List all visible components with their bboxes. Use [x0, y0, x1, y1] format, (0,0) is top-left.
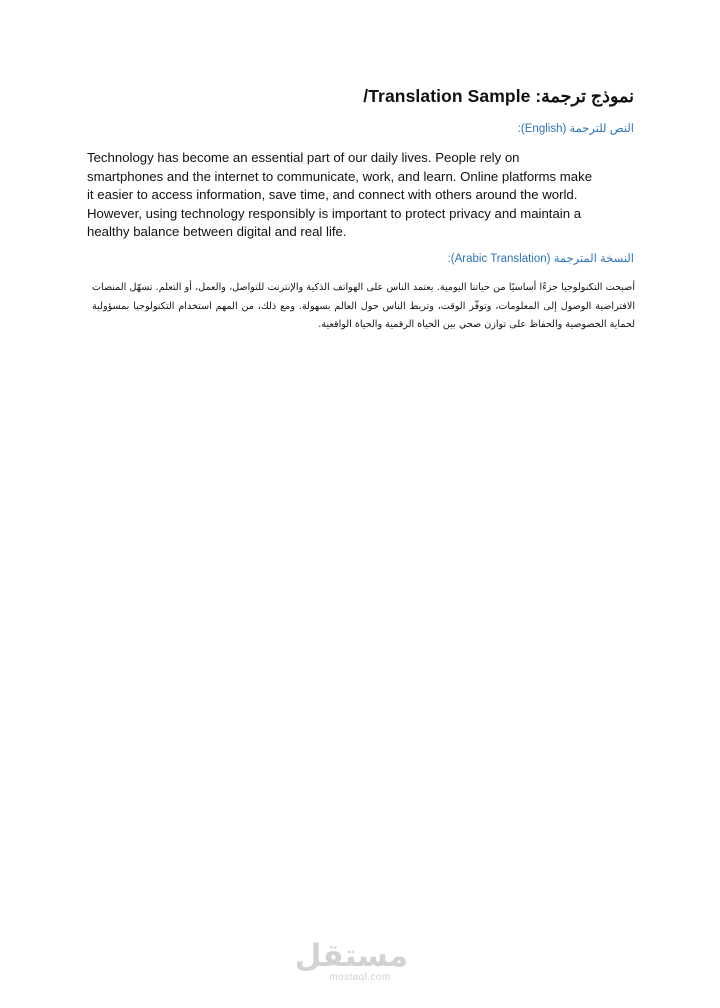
english-section-heading: النص للترجمة (English): — [517, 123, 634, 135]
watermark-site-url: mostaql.com — [329, 972, 391, 983]
arabic-section-heading: النسخة المترجمة (Arabic Translation): — [447, 253, 634, 265]
mostaql-watermark — [294, 938, 408, 984]
document-title: نموذج ترجمة: Translation Sample/ — [363, 86, 634, 106]
arabic-translation-text: أصبحت التكنولوجيا جزءًا أساسيًا من حياتنا اليومية. يعتمد الناس على الهواتف الذكية والإنترنت للتواصل، والعمل، أو التعلم. تسهّل المنصات الافتراضية الوصول إلى المعلومات، وتوفّر الوقت، وتربط الناس حول العالم بسهولة. ومع ذلك، من المهم استخدام التكنولوجيا بمسؤولية لحماية الخصوصية والحفاظ على توازن صحي بين الحياة الرقمية والحياة الواقعية. — [92, 282, 635, 330]
english-source-text: Technology has become an essential part of our daily lives. People rely on smartphones and the internet to communicate, work, and learn. Online platforms make it easier to access information, save time, and connect with others around the world. However, using technology responsibly is important to protect privacy and maintain a healthy balance between digital and real life. — [87, 150, 593, 240]
mostaql-logo: مستقل — [294, 938, 408, 974]
